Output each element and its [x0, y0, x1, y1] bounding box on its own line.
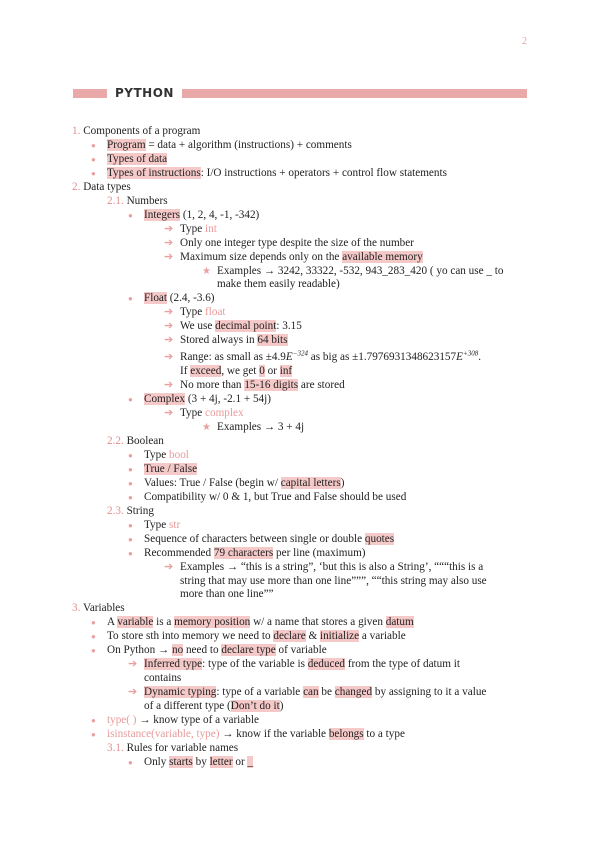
- highlight-term: True / False: [144, 462, 198, 475]
- bullet-icon: ●: [128, 450, 133, 460]
- math-exponent: −324: [292, 349, 308, 358]
- list-item: [72, 519, 530, 533]
- heading-3: [72, 602, 530, 616]
- arrow-icon: ➔: [164, 407, 174, 420]
- math-symbol: E: [456, 351, 463, 364]
- item-text: by assigning to it a value: [372, 686, 487, 699]
- math-exponent: +308: [462, 349, 479, 358]
- keyword: bool: [169, 448, 189, 461]
- highlight-term: no: [171, 644, 184, 657]
- heading-2: [72, 181, 530, 195]
- item-text: Maximum size depends only on the: [180, 250, 343, 263]
- item-text: .: [478, 351, 481, 364]
- highlight-term: declare: [273, 630, 306, 643]
- highlight-term: deduced: [307, 658, 346, 671]
- keyword: complex: [205, 407, 244, 420]
- subheading-2-2: [72, 435, 530, 449]
- item-text: Recommended: [144, 546, 214, 559]
- item-text: by: [192, 755, 210, 768]
- item-text: is a: [153, 616, 175, 629]
- arrow-icon: ➔: [164, 560, 174, 573]
- math-symbol: E: [285, 351, 293, 364]
- highlight-term: 64 bits: [257, 334, 288, 347]
- item-text: (3 + 4j, -2.1 + 54j): [185, 393, 271, 406]
- item-text: make them easily readable): [217, 278, 340, 291]
- item-text: more than one line””: [180, 588, 274, 601]
- item-text: as big as ±1.7976931348623157: [307, 351, 457, 364]
- highlight-term: decimal point: [215, 320, 277, 333]
- highlight-term: Program: [107, 138, 146, 151]
- item-text: to a type: [363, 727, 405, 740]
- item-text: ): [279, 700, 284, 713]
- list-item: [72, 644, 530, 658]
- item-text: Type: [180, 407, 206, 420]
- bullet-icon: ●: [128, 210, 133, 220]
- highlight-term: changed: [334, 686, 373, 699]
- item-text: ): [340, 476, 345, 489]
- list-item: [72, 139, 530, 153]
- heading-text: Data types: [83, 180, 131, 193]
- item-text: : type of a variable: [216, 686, 304, 699]
- list-item: [72, 292, 530, 306]
- arrow-item: [72, 686, 530, 700]
- arrow-icon: ➔: [164, 250, 174, 263]
- item-text: or: [264, 365, 280, 378]
- list-item: [72, 477, 530, 491]
- item-text: of a different type (: [144, 700, 231, 713]
- item-text: Sequence of characters between single or double: [144, 532, 365, 545]
- list-item: [72, 756, 530, 770]
- item-text: &: [305, 630, 320, 643]
- arrow-item-continued: [72, 700, 530, 714]
- highlight-term: 15-16 digits: [244, 379, 299, 392]
- highlight-term: 79 characters: [213, 546, 274, 559]
- item-text: Range: as small as ±4.9: [180, 351, 286, 364]
- subheading-text: Numbers: [126, 194, 168, 207]
- list-item: [72, 533, 530, 547]
- arrow-item-continued: [72, 365, 530, 379]
- list-item: [72, 714, 530, 728]
- bullet-icon: ●: [128, 395, 133, 405]
- item-text: (2.4, -3.6): [167, 292, 215, 305]
- subheading-text: Boolean: [126, 434, 164, 447]
- bullet-icon: ●: [128, 464, 133, 474]
- arrow-item: [72, 306, 530, 320]
- arrow-item-continued: [72, 575, 530, 589]
- item-text: a variable: [359, 630, 406, 643]
- bullet-icon: ●: [91, 632, 96, 642]
- list-item: [72, 463, 530, 477]
- bullet-icon: ●: [128, 520, 133, 530]
- highlight-term: Float: [144, 292, 167, 305]
- list-item: [72, 491, 530, 505]
- page-number: 2: [522, 36, 527, 47]
- highlight-term: _: [247, 755, 254, 768]
- item-text: Examples → 3242, 33322, -532, 943_283_420 ( yo can use _ to: [217, 264, 504, 277]
- banner-bar-left: [73, 89, 107, 98]
- item-text: Only one integer type despite the size of the number: [180, 236, 414, 249]
- star-icon: ★: [202, 422, 211, 434]
- heading-number: 1.: [72, 125, 81, 137]
- arrow-item-continued: [72, 588, 530, 602]
- list-item: [72, 209, 530, 223]
- star-item: [72, 421, 530, 435]
- item-text: w/ a name that stores a given: [250, 616, 386, 629]
- arrow-icon: ➔: [164, 320, 174, 333]
- highlight-term: Don’t do it: [230, 700, 280, 713]
- banner-title: PYTHON: [115, 86, 174, 100]
- item-text: Type: [180, 222, 206, 235]
- highlight-term: memory position: [174, 616, 251, 629]
- item-text: or: [232, 755, 248, 768]
- banner-bar-right: [182, 89, 527, 98]
- bullet-icon: ●: [91, 154, 96, 164]
- star-item-continued: [72, 278, 530, 292]
- highlight-term: Inferred type: [144, 658, 203, 671]
- heading-1: [72, 125, 530, 139]
- item-text: be: [318, 686, 335, 699]
- highlight-term: Types of data: [107, 152, 168, 165]
- arrow-icon: ➔: [128, 658, 138, 671]
- bullet-icon: ●: [91, 618, 96, 628]
- document-body: [72, 125, 530, 770]
- arrow-icon: ➔: [164, 379, 174, 392]
- keyword: str: [169, 518, 181, 531]
- bullet-icon: ●: [91, 716, 96, 726]
- item-text: Type: [144, 518, 170, 531]
- arrow-icon: ➔: [164, 334, 174, 347]
- item-text: A: [107, 616, 118, 629]
- item-text: : 3.15: [276, 320, 302, 333]
- highlight-term: quotes: [364, 532, 395, 545]
- item-text: Stored always in: [180, 334, 258, 347]
- arrow-item: [72, 561, 530, 575]
- subheading-2-3: [72, 505, 530, 519]
- highlight-term: declare type: [221, 644, 276, 657]
- bullet-icon: ●: [128, 492, 133, 502]
- item-text: Type: [180, 306, 206, 319]
- item-text: On Python →: [107, 644, 172, 657]
- item-text: (1, 2, 4, -1, -342): [180, 208, 260, 221]
- highlight-term: inf: [279, 365, 293, 378]
- keyword: isinstance(variable, type): [107, 727, 220, 740]
- item-text: If: [180, 365, 191, 378]
- highlight-term: variable: [117, 616, 154, 629]
- star-icon: ★: [202, 265, 211, 277]
- item-text: need to: [183, 644, 222, 657]
- highlight-term: Dynamic typing: [144, 686, 217, 699]
- item-text: contains: [144, 672, 182, 685]
- arrow-item: [72, 407, 530, 421]
- highlight-term: exceed: [190, 365, 222, 378]
- highlight-term: initialize: [319, 630, 360, 643]
- bullet-icon: ●: [128, 534, 133, 544]
- item-text: No more than: [180, 379, 245, 392]
- keyword: float: [205, 306, 226, 319]
- arrow-item: [72, 351, 530, 365]
- bullet-icon: ●: [128, 548, 133, 558]
- item-text: : type of the variable is: [202, 658, 308, 671]
- arrow-icon: ➔: [164, 351, 174, 364]
- highlight-term: belongs: [328, 727, 364, 740]
- item-text: → know if the variable: [219, 727, 329, 740]
- subheading-2-1: [72, 195, 530, 209]
- highlight-term: available memory: [342, 250, 423, 263]
- item-text: To store sth into memory we need to: [107, 630, 274, 643]
- item-text: Examples → “this is a string”, ‘but this is also a String’, “““this is a: [180, 560, 484, 573]
- arrow-item: [72, 658, 530, 672]
- bullet-icon: ●: [91, 140, 96, 150]
- item-text: Values: True / False (begin w/: [144, 476, 281, 489]
- item-text: → know type of a variable: [136, 714, 259, 727]
- item-text: = data + algorithm (instructions) + comments: [145, 138, 352, 151]
- item-text: Examples → 3 + 4j: [217, 421, 305, 434]
- heading-number: 3.: [72, 602, 81, 615]
- item-text: Compatibility w/ 0 & 1, but True and False should be used: [144, 490, 407, 503]
- item-text: from the type of datum it: [345, 658, 460, 671]
- item-text: : I/O instructions + operators + control flow statements: [200, 166, 447, 179]
- list-item: [72, 728, 530, 742]
- section-banner: [73, 84, 527, 102]
- subheading-number: 2.1.: [107, 194, 124, 207]
- subheading-number: 2.3.: [107, 504, 124, 517]
- keyword: type( ): [107, 714, 137, 727]
- bullet-icon: ●: [91, 729, 96, 739]
- highlight-term: datum: [385, 616, 414, 629]
- item-text: string that may use more than one line”””, ““this string may also use: [180, 574, 487, 587]
- subheading-text: Rules for variable names: [126, 741, 239, 754]
- item-text: We use: [180, 320, 216, 333]
- list-item: [72, 167, 530, 181]
- list-item: [72, 630, 530, 644]
- item-text: are stored: [298, 379, 345, 392]
- list-item: [72, 393, 530, 407]
- keyword: int: [205, 222, 217, 235]
- heading-text: Components of a program: [83, 125, 201, 137]
- heading-number: 2.: [72, 180, 81, 193]
- arrow-item: [72, 223, 530, 237]
- bullet-icon: ●: [91, 646, 96, 656]
- bullet-icon: ●: [128, 294, 133, 304]
- arrow-icon: ➔: [128, 686, 138, 699]
- highlight-term: Complex: [144, 393, 186, 406]
- arrow-item: [72, 379, 530, 393]
- subheading-text: String: [126, 504, 154, 517]
- highlight-term: Integers: [144, 208, 181, 221]
- list-item: [72, 616, 530, 630]
- highlight-term: capital letters: [280, 476, 341, 489]
- highlight-term: starts: [169, 755, 193, 768]
- list-item: [72, 153, 530, 167]
- bullet-icon: ●: [128, 478, 133, 488]
- bullet-icon: ●: [128, 757, 133, 767]
- subheading-number: 2.2.: [107, 434, 124, 447]
- subheading-number: 3.1.: [107, 741, 124, 754]
- arrow-item: [72, 237, 530, 251]
- list-item: [72, 449, 530, 463]
- arrow-icon: ➔: [164, 222, 174, 235]
- heading-text: Variables: [83, 602, 125, 615]
- highlight-term: letter: [209, 755, 233, 768]
- highlight-term: Types of instructions: [107, 166, 201, 179]
- star-item: [72, 265, 530, 279]
- highlight-term: 0: [259, 365, 265, 378]
- arrow-icon: ➔: [164, 236, 174, 249]
- arrow-icon: ➔: [164, 306, 174, 319]
- highlight-term: can: [303, 686, 319, 699]
- item-text: Type: [144, 448, 170, 461]
- bullet-icon: ●: [91, 168, 96, 178]
- arrow-item: [72, 334, 530, 348]
- subheading-3-1: [72, 742, 530, 756]
- list-item: [72, 547, 530, 561]
- item-text: per line (maximum): [273, 546, 366, 559]
- item-text: of variable: [275, 644, 327, 657]
- item-text: , we get: [221, 365, 260, 378]
- item-text: Only: [144, 755, 170, 768]
- arrow-item: [72, 251, 530, 265]
- arrow-item-continued: [72, 672, 530, 686]
- arrow-item: [72, 320, 530, 334]
